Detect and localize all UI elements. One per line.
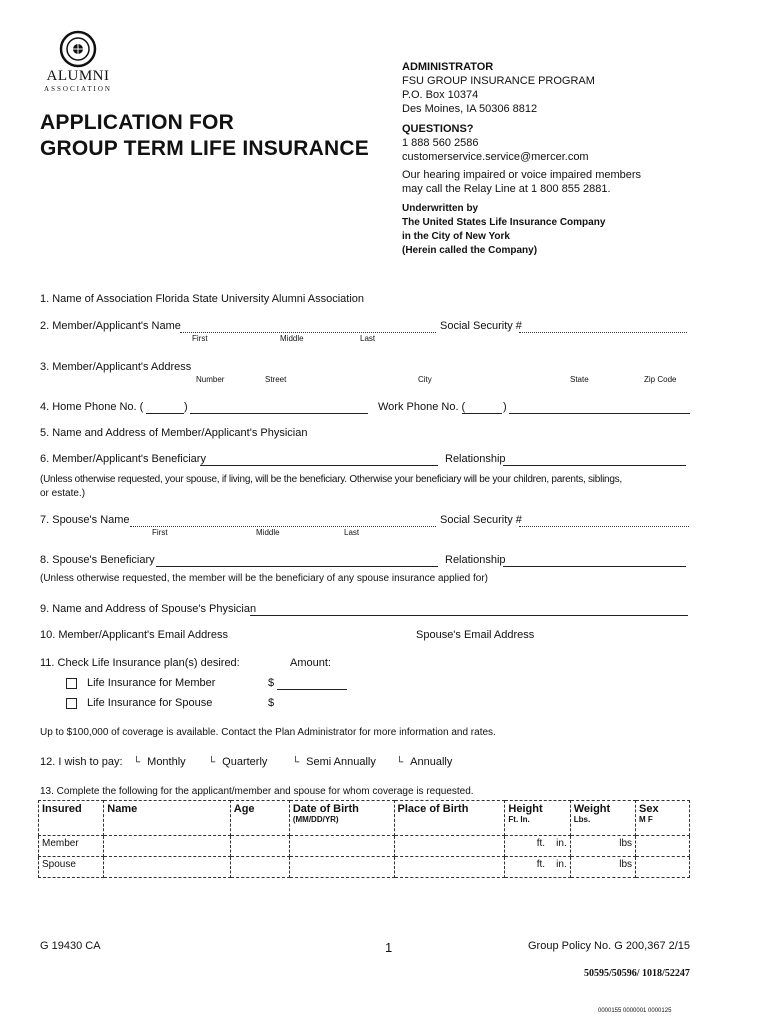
q4-label: 4. Home Phone No. ( bbox=[40, 401, 144, 413]
applicant-name-field[interactable] bbox=[180, 332, 436, 333]
work-phone-label: Work Phone No. ( bbox=[378, 401, 466, 413]
q2-label: 2. Member/Applicant's Name bbox=[40, 320, 181, 332]
q8-label: 8. Spouse's Beneficiary bbox=[40, 554, 155, 566]
zip-sublabel: Zip Code bbox=[644, 375, 677, 384]
insured-cell: Member bbox=[39, 836, 104, 857]
coverage-note: Up to $100,000 of coverage is available. Contact the Plan Administrator for more information and rates. bbox=[40, 727, 496, 738]
table-row bbox=[39, 836, 690, 857]
home-phone-field[interactable] bbox=[190, 413, 368, 414]
title-line-2: GROUP TERM LIFE INSURANCE bbox=[40, 137, 369, 160]
spouse-plan-label: Life Insurance for Spouse bbox=[87, 697, 213, 709]
member-dollar: $ bbox=[268, 677, 275, 689]
underwriter-line: Underwritten by bbox=[402, 203, 479, 214]
sex-sublabel: M F bbox=[639, 815, 653, 824]
beneficiary-field[interactable] bbox=[200, 465, 438, 466]
checkbox-icon[interactable]: └ bbox=[396, 757, 404, 768]
q12-label: 12. I wish to pay: bbox=[40, 756, 123, 768]
relationship2-field[interactable] bbox=[503, 566, 686, 567]
group-policy: Group Policy No. G 200,367 2/15 bbox=[528, 940, 691, 952]
q3-label: 3. Member/Applicant's Address bbox=[40, 361, 192, 373]
last-sublabel: Last bbox=[360, 334, 376, 343]
checkbox-icon[interactable]: └ bbox=[208, 757, 216, 768]
administrator-block bbox=[402, 60, 742, 258]
pay-quarterly-label: Quarterly bbox=[222, 756, 268, 768]
sex-cell[interactable] bbox=[636, 857, 690, 878]
work-paren: ) bbox=[503, 401, 507, 413]
home-area-code-field[interactable] bbox=[146, 413, 184, 414]
work-phone-field[interactable] bbox=[509, 413, 690, 414]
col-name: Name bbox=[104, 801, 230, 836]
underwriter-line: The United States Life Insurance Company bbox=[402, 217, 606, 228]
doc-codes: 50595/50596/ 1018/52247 bbox=[584, 968, 690, 979]
city-sublabel: City bbox=[418, 375, 432, 384]
page-title bbox=[40, 110, 369, 162]
q9-label: 9. Name and Address of Spouse's Physician bbox=[40, 603, 257, 615]
ssn-label: Social Security # bbox=[440, 320, 522, 332]
spouse-ssn-label: Social Security # bbox=[440, 514, 522, 526]
place-cell[interactable] bbox=[394, 857, 505, 878]
col-place-of-birth: Place of Birth bbox=[394, 801, 505, 836]
member-amount-field[interactable] bbox=[277, 689, 347, 690]
col-sex: Sex M F bbox=[636, 801, 690, 836]
alumni-logo bbox=[38, 30, 118, 92]
logo-text: ALUMNI bbox=[46, 68, 110, 84]
admin-line: P.O. Box 10374 bbox=[402, 89, 479, 101]
place-cell[interactable] bbox=[394, 836, 505, 857]
dob-sublabel: (MM/DD/YR) bbox=[292, 815, 339, 824]
q4-paren: ) bbox=[184, 401, 188, 413]
spouse-email-label: Spouse's Email Address bbox=[416, 629, 535, 641]
col-weight: Weight Lbs. bbox=[570, 801, 635, 836]
q10-label: 10. Member/Applicant's Email Address bbox=[40, 629, 228, 641]
checkbox-icon[interactable]: └ bbox=[133, 757, 141, 768]
height-sublabel: Ft. In. bbox=[508, 815, 530, 824]
underwriter-line: in the City of New York bbox=[402, 231, 510, 242]
member-plan-checkbox[interactable] bbox=[66, 678, 77, 689]
spouse-ssn-field[interactable] bbox=[519, 526, 689, 527]
street-sublabel: Street bbox=[265, 375, 287, 384]
admin-line: FSU GROUP INSURANCE PROGRAM bbox=[402, 75, 595, 87]
pay-annually-option[interactable] bbox=[396, 756, 452, 768]
checkbox-icon[interactable]: └ bbox=[292, 757, 300, 768]
relationship-label: Relationship bbox=[445, 453, 506, 465]
last-sublabel: Last bbox=[344, 528, 360, 537]
col-dob: Date of Birth (MM/DD/YR) bbox=[289, 801, 394, 836]
relationship2-label: Relationship bbox=[445, 554, 506, 566]
pay-semi-annually-label: Semi Annually bbox=[306, 756, 376, 768]
page-number: 1 bbox=[385, 940, 393, 955]
logo-subtext: ASSOCIATION bbox=[44, 85, 112, 93]
underwriter-line: (Herein called the Company) bbox=[402, 245, 538, 256]
first-sublabel: First bbox=[192, 334, 208, 343]
age-cell[interactable] bbox=[230, 857, 289, 878]
form-number: G 19430 CA bbox=[40, 940, 101, 952]
q7-label: 7. Spouse's Name bbox=[40, 514, 130, 526]
admin-line: Des Moines, IA 50306 8812 bbox=[402, 103, 538, 115]
dob-cell[interactable] bbox=[289, 836, 394, 857]
pay-monthly-option[interactable] bbox=[133, 756, 186, 768]
weight-sublabel: Lbs. bbox=[573, 815, 591, 824]
spouse-plan-checkbox[interactable] bbox=[66, 698, 77, 709]
beneficiary-note: (Unless otherwise requested, your spouse, if living, will be the beneficiary. Otherwise your beneficiary will be your children, parents, siblings, bbox=[40, 474, 622, 485]
member-plan-label: Life Insurance for Member bbox=[87, 677, 216, 689]
table-header-row bbox=[39, 801, 690, 836]
spouse-dollar: $ bbox=[268, 697, 275, 709]
pay-annually-label: Annually bbox=[410, 756, 453, 768]
spouse-beneficiary-note: (Unless otherwise requested, the member will be the beneficiary of any spouse insurance applied for) bbox=[40, 573, 489, 584]
number-sublabel: Number bbox=[196, 375, 225, 384]
pay-quarterly-option[interactable] bbox=[208, 756, 267, 768]
q11-label: 11. Check Life Insurance plan(s) desired: bbox=[40, 657, 240, 669]
col-insured: Insured bbox=[39, 801, 104, 836]
height-cell[interactable]: ft. in. bbox=[505, 857, 570, 878]
pay-monthly-label: Monthly bbox=[147, 756, 186, 768]
middle-sublabel: Middle bbox=[256, 528, 280, 537]
q5-label: 5. Name and Address of Member/Applicant's Physician bbox=[40, 427, 308, 439]
spouse-physician-field[interactable] bbox=[250, 615, 688, 616]
seal-icon bbox=[38, 30, 118, 70]
height-cell[interactable]: ft. in. bbox=[505, 836, 570, 857]
insured-cell: Spouse bbox=[39, 857, 104, 878]
hearing-line: Our hearing impaired or voice impaired members bbox=[402, 169, 642, 181]
state-sublabel: State bbox=[570, 375, 589, 384]
col-age: Age bbox=[230, 801, 289, 836]
beneficiary-note-cont: or estate.) bbox=[40, 488, 86, 499]
amount-label: Amount: bbox=[290, 657, 331, 669]
spouse-name-field[interactable] bbox=[130, 526, 436, 527]
insured-table bbox=[38, 800, 690, 878]
col-height: Height Ft. In. bbox=[505, 801, 570, 836]
applicant-ssn-field[interactable] bbox=[519, 332, 687, 333]
questions-heading: QUESTIONS? bbox=[402, 123, 474, 135]
weight-cell[interactable]: lbs bbox=[570, 836, 635, 857]
questions-email: customerservice.service@mercer.com bbox=[402, 151, 589, 163]
first-sublabel: First bbox=[152, 528, 168, 537]
admin-heading: ADMINISTRATOR bbox=[402, 61, 494, 73]
pay-semi-annually-option[interactable] bbox=[292, 756, 376, 768]
sex-cell[interactable] bbox=[636, 836, 690, 857]
age-cell[interactable] bbox=[230, 836, 289, 857]
table-row bbox=[39, 857, 690, 878]
title-line-1: APPLICATION FOR bbox=[40, 111, 234, 134]
relationship-field[interactable] bbox=[503, 465, 686, 466]
name-cell[interactable] bbox=[104, 836, 230, 857]
dob-cell[interactable] bbox=[289, 857, 394, 878]
middle-sublabel: Middle bbox=[280, 334, 304, 343]
spouse-beneficiary-field[interactable] bbox=[156, 566, 438, 567]
q1-association: 1. Name of Association Florida State University Alumni Association bbox=[40, 293, 365, 305]
tiny-codes: 0000155 0000001 0000125 bbox=[598, 1008, 672, 1014]
weight-cell[interactable]: lbs bbox=[570, 857, 635, 878]
name-cell[interactable] bbox=[104, 857, 230, 878]
q6-label: 6. Member/Applicant's Beneficiary bbox=[40, 453, 206, 465]
questions-phone: 1 888 560 2586 bbox=[402, 137, 479, 149]
work-area-code-field[interactable] bbox=[462, 413, 502, 414]
q13-label: 13. Complete the following for the applicant/member and spouse for whom coverage is requested. bbox=[40, 786, 474, 797]
hearing-line: may call the Relay Line at 1 800 855 2881. bbox=[402, 183, 611, 195]
